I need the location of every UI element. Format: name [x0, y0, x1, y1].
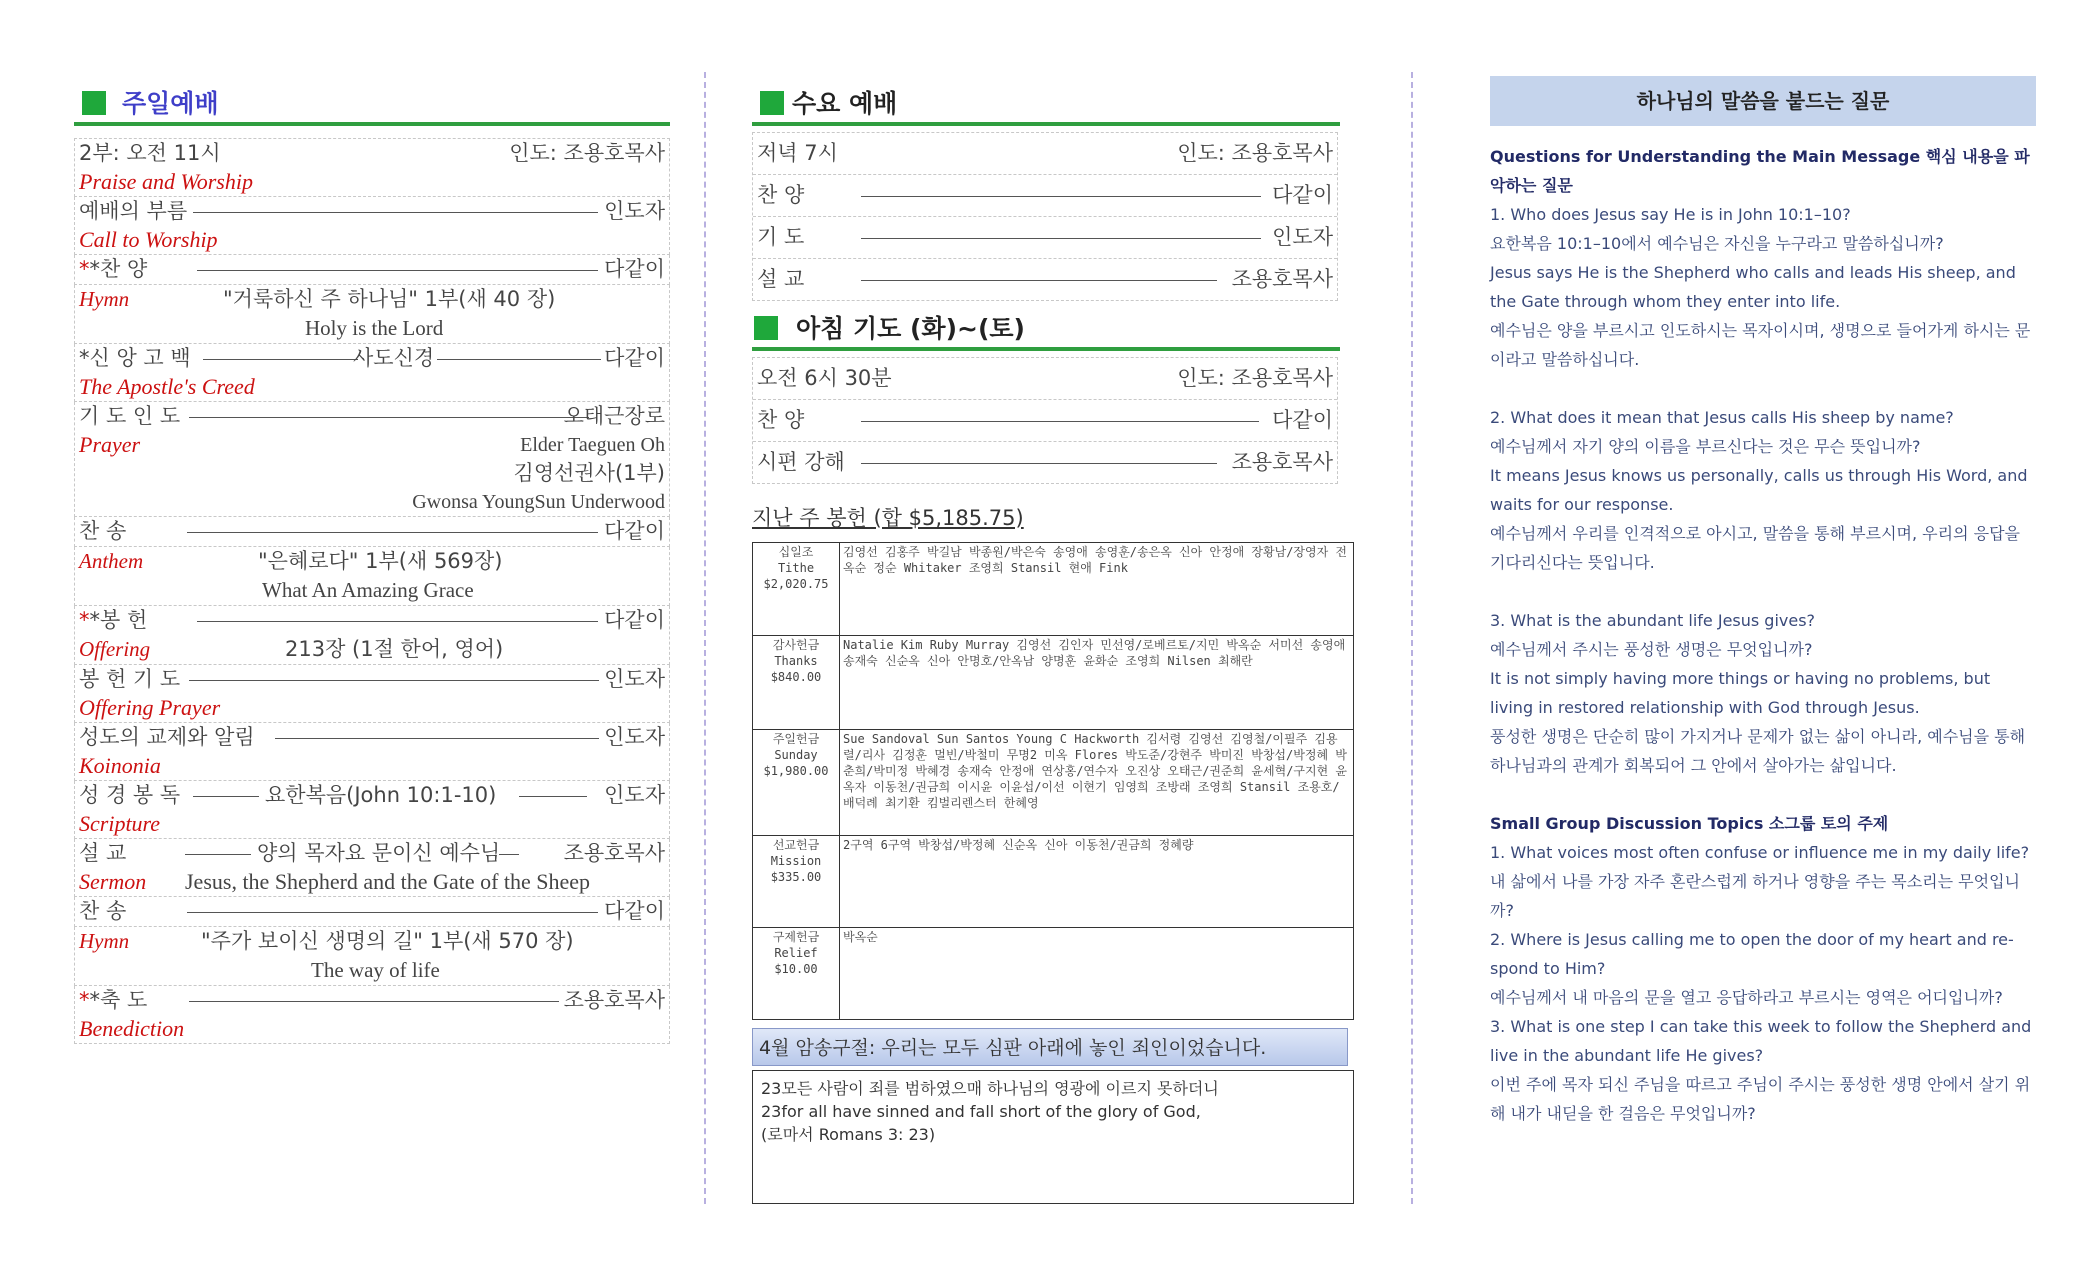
- column-divider-1: [704, 72, 706, 1204]
- order-praise: **찬 양 다같이: [74, 255, 670, 285]
- table-row: 주일헌금 Sunday $1,980.00 Sue Sandoval Sun Santos Young C Hackworth 김서령 김영선 김영철/이필주 김용렬/리사 김정훈 멀빈/박철미 무명2 미옥 Flores 박도준/강현주 박미진 박창섭/박정혜 박춘희/박미정 박혜경 송재숙 안정애 연상홍/연수자 오진상 오태근/권준희 윤세혁/구지현 윤옥자 이동천/권금희 이시윤 이윤섭/이선 이현기 임영희 조방래 조영희 Stansil 조용호/배덕례 최기환 킴벌리렌스터 한혜영: [753, 730, 1354, 836]
- order-call-to-worship: 예배의 부름 인도자 Call to Worship: [74, 197, 670, 255]
- order-offering-prayer: 봉 헌 기 도 인도자 Offering Prayer: [74, 665, 670, 723]
- order-scripture: 성 경 봉 독 요한복음(John 10:1-10) 인도자 Scripture: [74, 781, 670, 839]
- table-row: 구제헌금 Relief $10.00 박옥순: [753, 928, 1354, 1020]
- questions-heading: Questions for Understanding the Main Message 핵심 내용을 파악하는 질문: [1490, 147, 2030, 195]
- questions-body: Questions for Understanding the Main Message 핵심 내용을 파악하는 질문 1. Who does Jesus say He is in John 10:1–10? 요한복음 10:1–10에서 예수님은 자신을 누구라고 말씀하십니까? Jesus says He is the Shepherd who calls and leads His sheep, and the Gate through whom they enter into life. 예수님은 양을 부르시고 인도하시는 목자이시며, 생명으로 들어가게 하시는 문이라고 말씀하십니다. 2. What does it mean that Jesus calls His sheep by name? 예수님께서 자기 양의 이름을 부르신다는 것은 무슨 뜻입니까? It means Jesus knows us personally, calls us through His Word, and waits for our response. 예수님께서 우리를 인격적으로 아시고, 말씀을 통해 부르시며, 우리의 응답을 기다리신다는 뜻입니다. 3. What is the abundant life Jesus gives? 예수님께서 주시는 풍성한 생명은 무엇입니까? It is not simply having more things or having no problems, but living in restored relationship with God through Jesus. 풍성한 생명은 단순히 많이 가지거나 문제가 없는 삶이 아니라, 예수님을 통해 하나님과의 관계가 회복되어 그 안에서 살아가는 삶입니다. Small Group Discussion Topics 소그룹 토의 주제 1. What voices most often confuse or influence me in my daily life? 내 삶에서 나를 가장 자주 혼란스럽게 하거나 영향을 주는 목소리는 무엇입니까? 2. Where is Jesus calling me to open the door of my heart and re-spond to Him? 예수님께서 내 마음의 문을 열고 응답하라고 부르시는 영역은 어디입니까? 3. What is one step I can take this week to follow the Shepherd and live in the abundant life He gives? 이번 주에 목자 되신 주님을 따르고 주님이 주시는 풍성한 생명 안에서 살기 위해 내가 내딛을 한 걸음은 무엇입니까?: [1490, 142, 2036, 1128]
- memory-verse-title: 4월 암송구절: 우리는 모두 심판 아래에 놓인 죄인이었습니다.: [752, 1028, 1348, 1066]
- order-hymn-2: 찬 송 다같이: [74, 517, 670, 547]
- questions-title: 하나님의 말씀을 붙드는 질문: [1490, 76, 2036, 126]
- order-koinonia: 성도의 교제와 알림 인도자 Koinonia: [74, 723, 670, 781]
- section-square-icon: [754, 316, 778, 340]
- order-hymn-4: Hymn "주가 보이신 생명의 길" 1부(새 570 장) The way of life: [74, 927, 670, 986]
- discussion-heading: Small Group Discussion Topics 소그룹 토의 주제: [1490, 814, 1889, 833]
- order-offering: **봉 헌 다같이 Offering 213장 (1절 한어, 영어): [74, 606, 670, 665]
- morning-order: 오전 6시 30분 인도: 조용호목사 찬 양 다같이 시편 강해 조용호목사: [752, 357, 1338, 484]
- section-square-icon: [82, 91, 106, 115]
- table-row: 십일조 Tithe $2,020.75 김영선 김홍주 박길남 박종원/박은숙 송영애 송영훈/송은옥 신아 안정애 장황남/장영자 전옥순 정순 Whitaker 조영희 Stansil 현애 Fink: [753, 543, 1354, 636]
- column-divider-2: [1411, 72, 1413, 1204]
- wednesday-section-header: [752, 84, 1340, 126]
- wednesday-title: 수요 예배: [792, 89, 898, 118]
- service-leader: 인도: 조용호목사: [509, 141, 665, 165]
- weekday-services: [752, 84, 1348, 1204]
- sunday-section-header: [74, 84, 670, 126]
- order-hymn-1: Hymn "거룩하신 주 하나님" 1부(새 40 장) Holy is the Lord: [74, 285, 670, 344]
- wednesday-order: 저녁 7시 인도: 조용호목사 찬 양 다같이 기 도 인도자 설 교 조용호목사: [752, 132, 1338, 301]
- table-row: 감사헌금 Thanks $840.00 Natalie Kim Ruby Murray 김영선 김인자 민선영/로베르토/지민 박옥순 서미선 송영애 송재숙 신순옥 신아 안명호/안옥남 양명훈 윤화순 조영희 Nilsen 최해란: [753, 636, 1354, 730]
- service-time-row: 2부: 오전 11시 인도: 조용호목사 Praise and Worship: [74, 138, 670, 197]
- offering-table: [752, 542, 1354, 1020]
- sunday-title: 주일예배: [122, 89, 219, 118]
- section-square-icon: [760, 91, 784, 115]
- order-sermon: 설 교 양의 목자요 문이신 예수님 조용호목사 Sermon Jesus, the Shepherd and the Gate of the Sheep: [74, 839, 670, 897]
- morning-title: 아침 기도 (화)~(토): [796, 314, 1025, 343]
- order-prayer: 기 도 인 도 오태근장로 Prayer Elder Taeguen Oh 김영선권사(1부) Gwonsa YoungSun Underwood: [74, 402, 670, 517]
- order-creed: *신 앙 고 백 사도신경 다같이 The Apostle's Creed: [74, 344, 670, 402]
- service-time: 2부: 오전 11시: [79, 141, 221, 165]
- order-anthem: Anthem "은혜로다" 1부(새 569장) What An Amazing Grace: [74, 547, 670, 606]
- order-benediction: **축 도 조용호목사 Benediction: [74, 986, 670, 1044]
- table-row: 선교헌금 Mission $335.00 2구역 6구역 박창섭/박정혜 신순옥 신아 이동천/권금희 정혜량: [753, 836, 1354, 928]
- sunday-worship-order: [74, 84, 670, 1044]
- offering-title: 지난 주 봉헌 (합 $5,185.75): [752, 506, 1024, 530]
- morning-section-header: [752, 309, 1340, 351]
- order-hymn-3: 찬 송 다같이: [74, 897, 670, 927]
- memory-verse-box: 23모든 사람이 죄를 범하였으매 하나님의 영광에 이르지 못하더니 23for all have sinned and fall short of the glory of God, (로마서 Romans 3: 23): [752, 1070, 1354, 1204]
- bible-questions: [1490, 76, 2036, 1128]
